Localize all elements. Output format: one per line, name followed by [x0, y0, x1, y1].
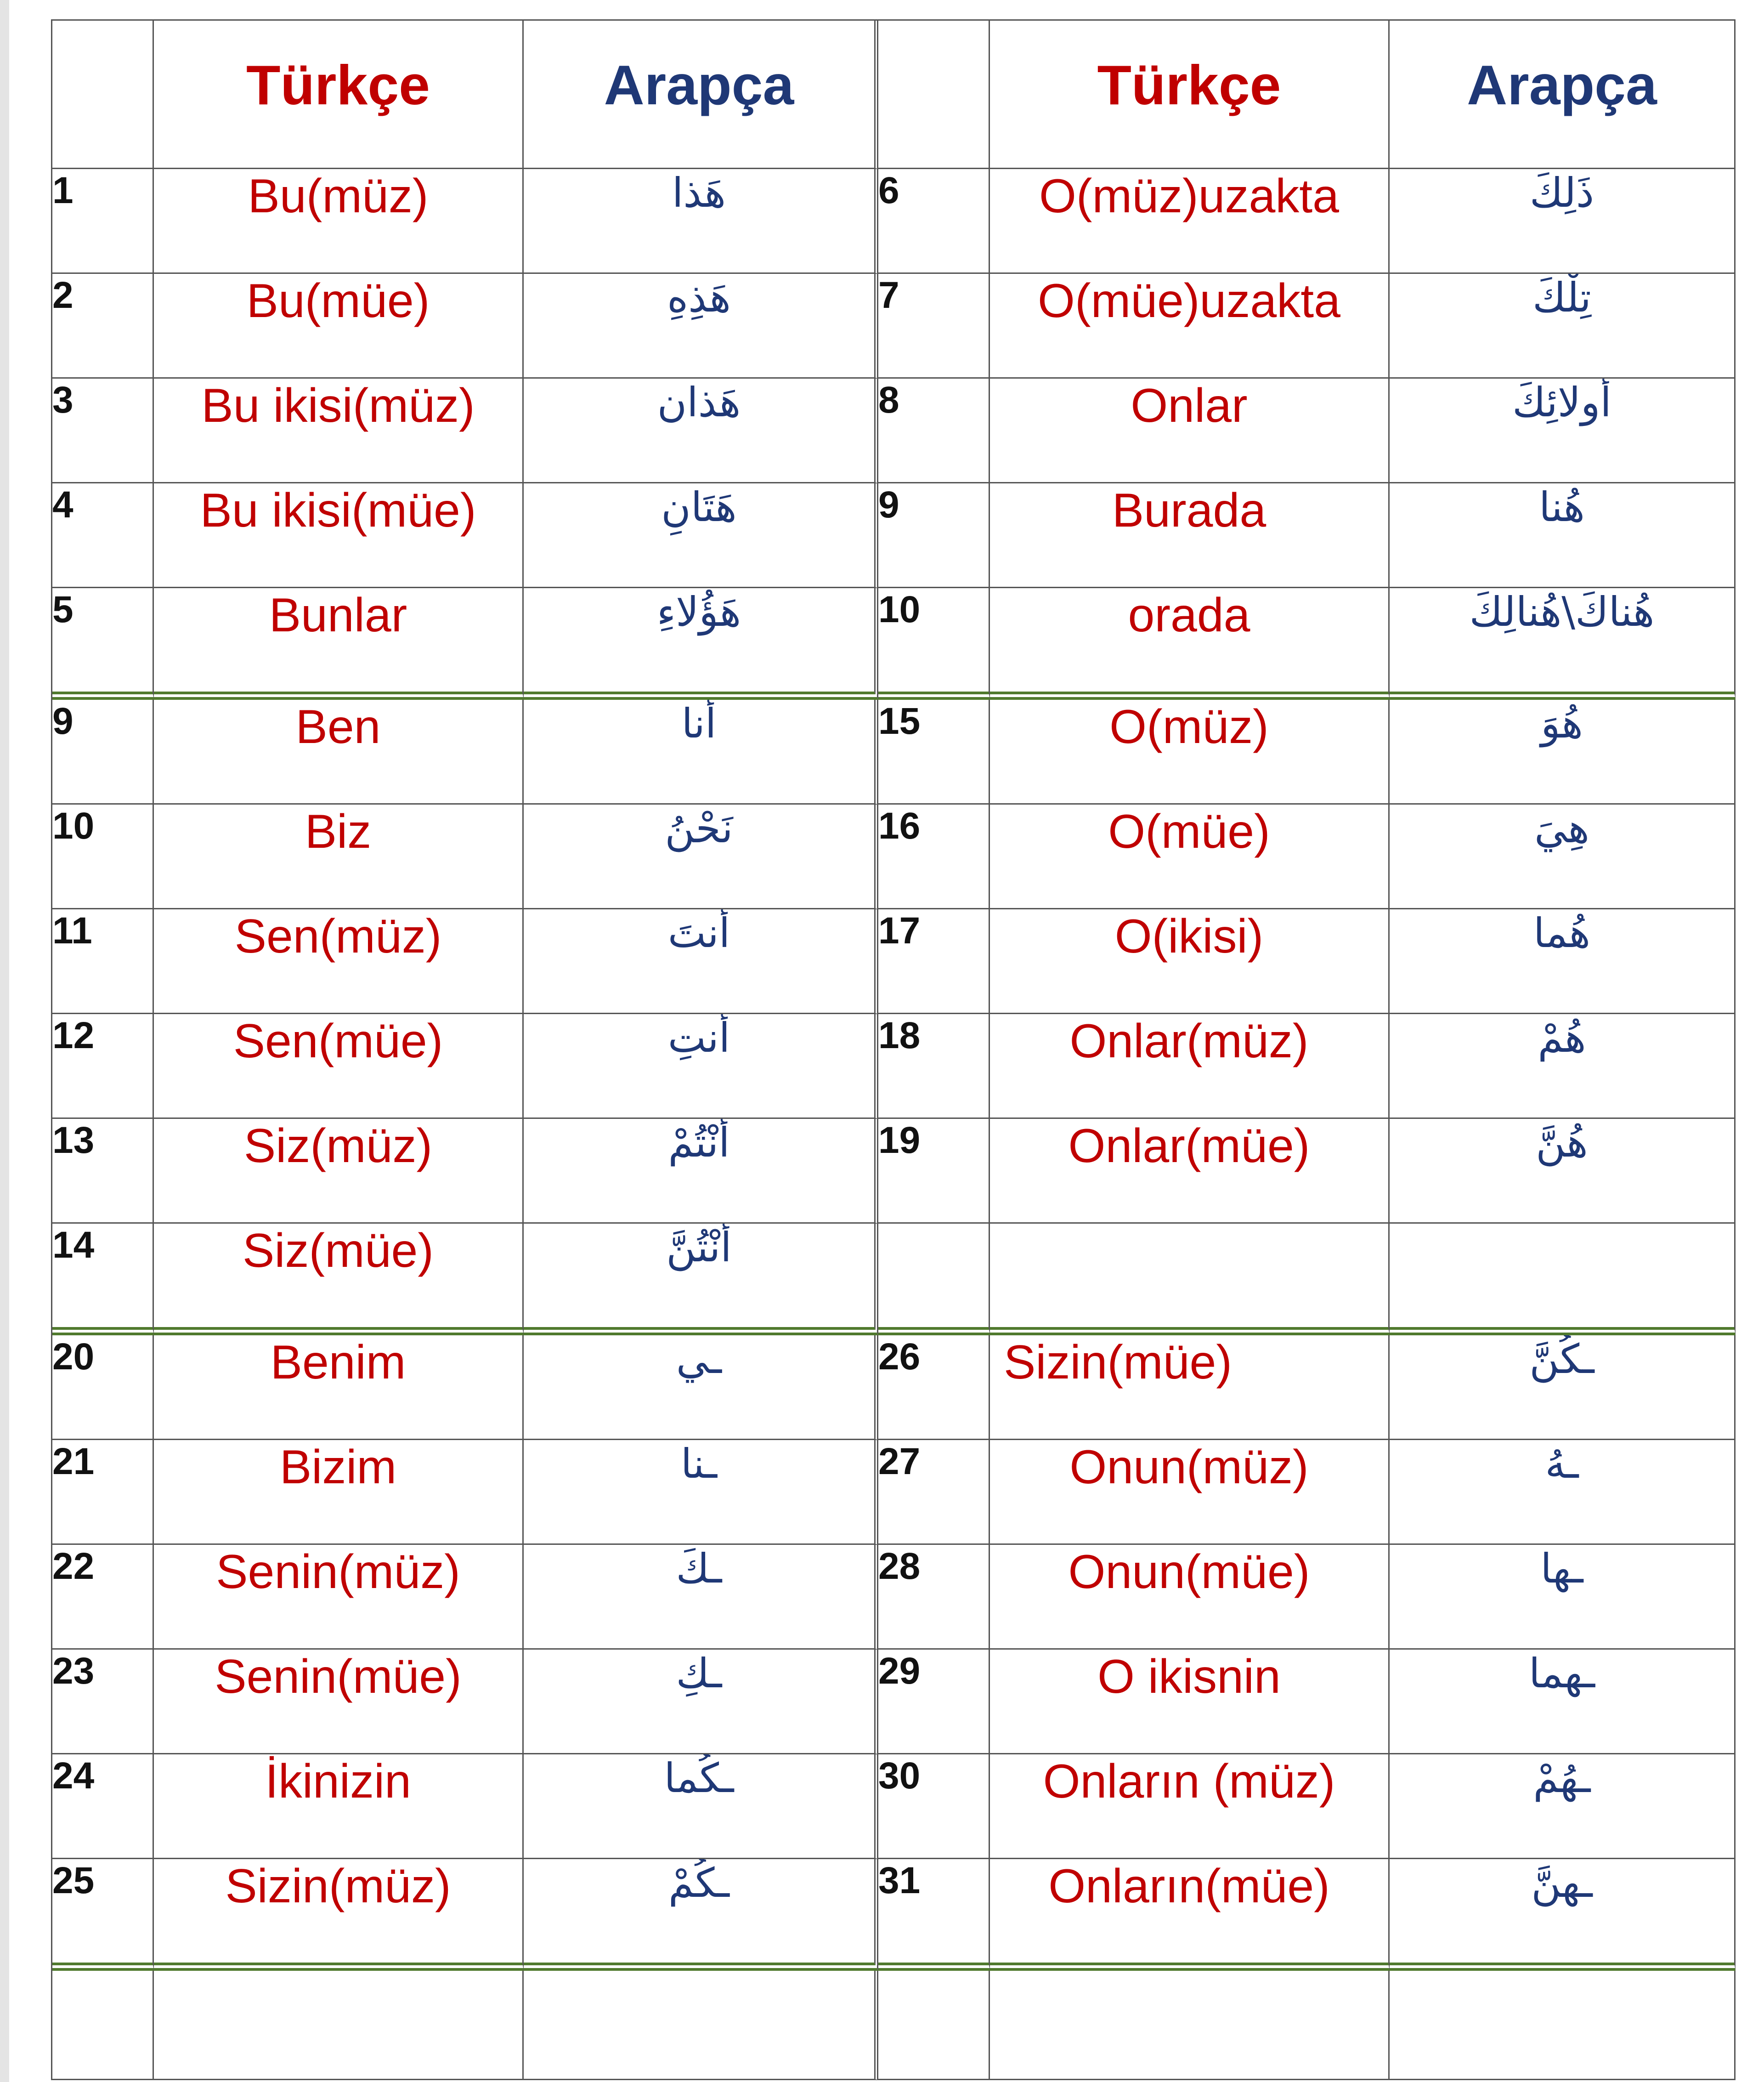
turkish-cell: Siz(müz): [154, 1119, 524, 1224]
turkish-cell: Biz: [154, 805, 524, 909]
number-cell: 14: [52, 1224, 154, 1335]
table-row: [52, 909, 1736, 1014]
arabic-cell: هُنا: [1390, 483, 1736, 588]
number-cell: 6: [878, 169, 990, 274]
header-num-right: [878, 21, 990, 169]
number-cell: 9: [878, 483, 990, 588]
arabic-cell: ـهُمْ: [1390, 1754, 1736, 1859]
number-cell: 27: [878, 1440, 990, 1545]
table-row: [52, 1119, 1736, 1224]
arabic-cell: هَؤُلاءِ: [524, 588, 878, 700]
turkish-cell: Onlar: [990, 379, 1390, 483]
turkish-cell: O(müe): [990, 805, 1390, 909]
table-row: [52, 1545, 1736, 1650]
table-row: [52, 1754, 1736, 1859]
number-cell: 15: [878, 700, 990, 805]
turkish-cell: Onlar(müz): [990, 1014, 1390, 1119]
arabic-cell: أنتَ: [524, 909, 878, 1014]
turkish-cell: O ikisnin: [990, 1650, 1390, 1754]
arabic-cell: هِيَ: [1390, 805, 1736, 909]
header-arabic-left: Arapça: [524, 21, 878, 169]
arabic-cell: ذَلِكَ: [1390, 169, 1736, 274]
number-cell: 26: [878, 1335, 990, 1440]
arabic-cell: هُناكَ\هُنالِكَ: [1390, 588, 1736, 700]
arabic-cell: ـكَ: [524, 1545, 878, 1650]
arabic-cell: ـكِ: [524, 1650, 878, 1754]
turkish-cell: O(müz)uzakta: [990, 169, 1390, 274]
turkish-cell: Bu ikisi(müe): [154, 483, 524, 588]
arabic-cell: هُمْ: [1390, 1014, 1736, 1119]
turkish-cell: Bunlar: [154, 588, 524, 700]
arabic-cell: هُنَّ: [1390, 1119, 1736, 1224]
table-row: [52, 379, 1736, 483]
number-cell: [878, 1224, 990, 1335]
number-cell: 29: [878, 1650, 990, 1754]
arabic-cell: هُوَ: [1390, 700, 1736, 805]
table-row: [52, 1440, 1736, 1545]
arabic-cell: هَذان: [524, 379, 878, 483]
arabic-cell: ـهنَّ: [1390, 1859, 1736, 1971]
turkish-cell: Ben: [154, 700, 524, 805]
turkish-cell: İkinizin: [154, 1754, 524, 1859]
turkish-cell: Benim: [154, 1335, 524, 1440]
number-cell: 31: [878, 1859, 990, 1971]
arabic-cell: هُما: [1390, 909, 1736, 1014]
arabic-cell: ـنا: [524, 1440, 878, 1545]
arabic-cell: أولائِكَ: [1390, 379, 1736, 483]
number-cell: 7: [878, 274, 990, 379]
table-row: [52, 700, 1736, 805]
turkish-cell: [990, 1224, 1390, 1335]
turkish-cell: Sen(müe): [154, 1014, 524, 1119]
number-cell: 17: [878, 909, 990, 1014]
arabic-cell: هَذِهِ: [524, 274, 878, 379]
empty-cell: [1390, 1971, 1736, 2080]
turkish-cell: Onların(müe): [990, 1859, 1390, 1971]
turkish-cell: Bu ikisi(müz): [154, 379, 524, 483]
arabic-cell: هَتَانِ: [524, 483, 878, 588]
arabic-cell: ـها: [1390, 1545, 1736, 1650]
table-row: [52, 1014, 1736, 1119]
turkish-cell: Senin(müe): [154, 1650, 524, 1754]
header-turkish-left: Türkçe: [154, 21, 524, 169]
number-cell: 22: [52, 1545, 154, 1650]
empty-row: [52, 1971, 1736, 2080]
number-cell: 28: [878, 1545, 990, 1650]
number-cell: 11: [52, 909, 154, 1014]
number-cell: 13: [52, 1119, 154, 1224]
arabic-cell: أنا: [524, 700, 878, 805]
number-cell: 12: [52, 1014, 154, 1119]
arabic-cell: ـكُنَّ: [1390, 1335, 1736, 1440]
header-turkish-right: Türkçe: [990, 21, 1390, 169]
turkish-cell: Bu(müe): [154, 274, 524, 379]
number-cell: 20: [52, 1335, 154, 1440]
empty-cell: [524, 1971, 878, 2080]
number-cell: 10: [878, 588, 990, 700]
table-row: [52, 169, 1736, 274]
table-row: [52, 588, 1736, 700]
arabic-cell: أَنْتُنَّ: [524, 1224, 878, 1335]
number-cell: 10: [52, 805, 154, 909]
table-row: [52, 805, 1736, 909]
empty-cell: [878, 1971, 990, 2080]
table-row: [52, 1650, 1736, 1754]
turkish-cell: Bizim: [154, 1440, 524, 1545]
number-cell: 30: [878, 1754, 990, 1859]
number-cell: 19: [878, 1119, 990, 1224]
header-arabic-right: Arapça: [1390, 21, 1736, 169]
number-cell: 16: [878, 805, 990, 909]
number-cell: 9: [52, 700, 154, 805]
arabic-cell: [1390, 1224, 1736, 1335]
number-cell: 24: [52, 1754, 154, 1859]
arabic-cell: تِلْكَ: [1390, 274, 1736, 379]
arabic-cell: أنتِ: [524, 1014, 878, 1119]
number-cell: 2: [52, 274, 154, 379]
arabic-cell: أَنْتُمْ: [524, 1119, 878, 1224]
number-cell: 4: [52, 483, 154, 588]
number-cell: 3: [52, 379, 154, 483]
turkish-cell: Sen(müz): [154, 909, 524, 1014]
arabic-cell: ـهُ: [1390, 1440, 1736, 1545]
number-cell: 5: [52, 588, 154, 700]
header-row: [52, 21, 1736, 169]
turkish-cell: Onun(müe): [990, 1545, 1390, 1650]
empty-cell: [990, 1971, 1390, 2080]
arabic-cell: ـي: [524, 1335, 878, 1440]
number-cell: 21: [52, 1440, 154, 1545]
empty-cell: [154, 1971, 524, 2080]
arabic-cell: نَحْنُ: [524, 805, 878, 909]
table-row: [52, 1224, 1736, 1335]
arabic-cell: ـكُما: [524, 1754, 878, 1859]
turkish-cell: Onlar(müe): [990, 1119, 1390, 1224]
turkish-cell: O(müz): [990, 700, 1390, 805]
turkish-cell: Sizin(müz): [154, 1859, 524, 1971]
turkish-cell: Onların (müz): [990, 1754, 1390, 1859]
turkish-cell: Bu(müz): [154, 169, 524, 274]
header-num-left: [52, 21, 154, 169]
turkish-cell: O(ikisi): [990, 909, 1390, 1014]
arabic-cell: ـكُمْ: [524, 1859, 878, 1971]
number-cell: 25: [52, 1859, 154, 1971]
table-row: [52, 1859, 1736, 1971]
turkish-cell: Senin(müz): [154, 1545, 524, 1650]
arabic-cell: ـهما: [1390, 1650, 1736, 1754]
table-row: [52, 274, 1736, 379]
turkish-cell: Onun(müz): [990, 1440, 1390, 1545]
turkish-cell: Siz(müe): [154, 1224, 524, 1335]
turkish-cell: Burada: [990, 483, 1390, 588]
table-row: [52, 483, 1736, 588]
empty-cell: [52, 1971, 154, 2080]
turkish-cell: O(müe)uzakta: [990, 274, 1390, 379]
number-cell: 8: [878, 379, 990, 483]
number-cell: 18: [878, 1014, 990, 1119]
turkish-cell: Sizin(müe): [990, 1335, 1390, 1440]
turkish-cell: orada: [990, 588, 1390, 700]
vocabulary-table: [51, 19, 1736, 2080]
table-row: [52, 1335, 1736, 1440]
number-cell: 23: [52, 1650, 154, 1754]
number-cell: 1: [52, 169, 154, 274]
arabic-cell: هَذا: [524, 169, 878, 274]
